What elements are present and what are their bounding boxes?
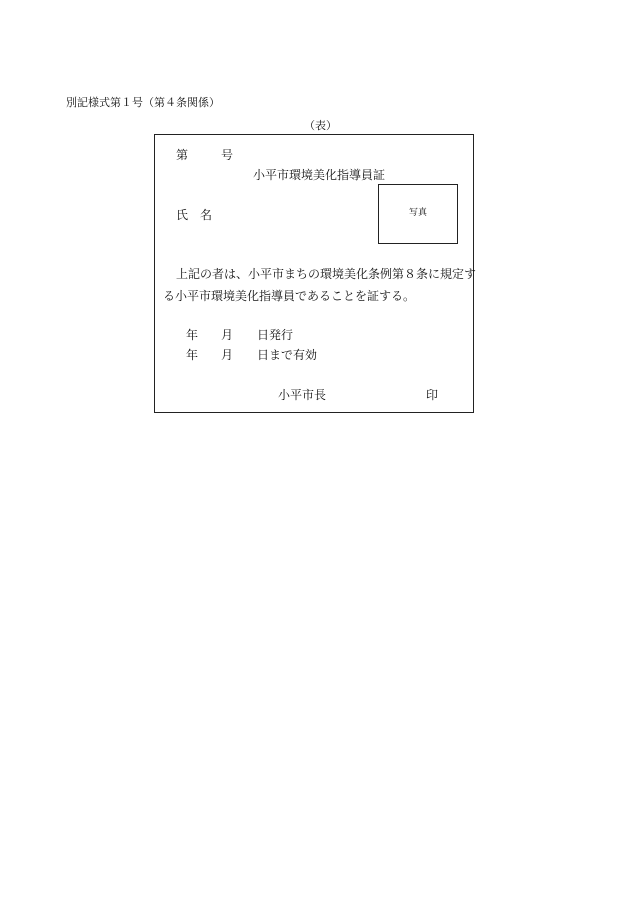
photo-box [378, 184, 458, 244]
valid-year-label: 年 [186, 348, 199, 362]
card-title: 小平市環境美化指導員証 [253, 168, 386, 182]
number-suffix: 号 [221, 148, 234, 162]
certification-text-line-2: る小平市環境美化指導員であることを証する。 [163, 289, 416, 303]
photo-label: 写真 [408, 208, 427, 218]
certification-text-line-1: 上記の者は、小平市まちの環境美化条例第８条に規定す [176, 267, 477, 281]
name-label: 氏 名 [176, 208, 213, 222]
seal-label: 印 [426, 388, 439, 402]
issued-month-label: 月 [221, 328, 234, 342]
form-label: 別記様式第１号（第４条関係） [66, 96, 220, 109]
valid-day-label: 日まで有効 [257, 348, 318, 362]
valid-month-label: 月 [221, 348, 234, 362]
issuer-label: 小平市長 [278, 388, 327, 402]
issued-day-label: 日発行 [257, 328, 294, 342]
side-label: （表） [304, 119, 337, 132]
number-prefix: 第 [176, 148, 189, 162]
issued-year-label: 年 [186, 328, 199, 342]
